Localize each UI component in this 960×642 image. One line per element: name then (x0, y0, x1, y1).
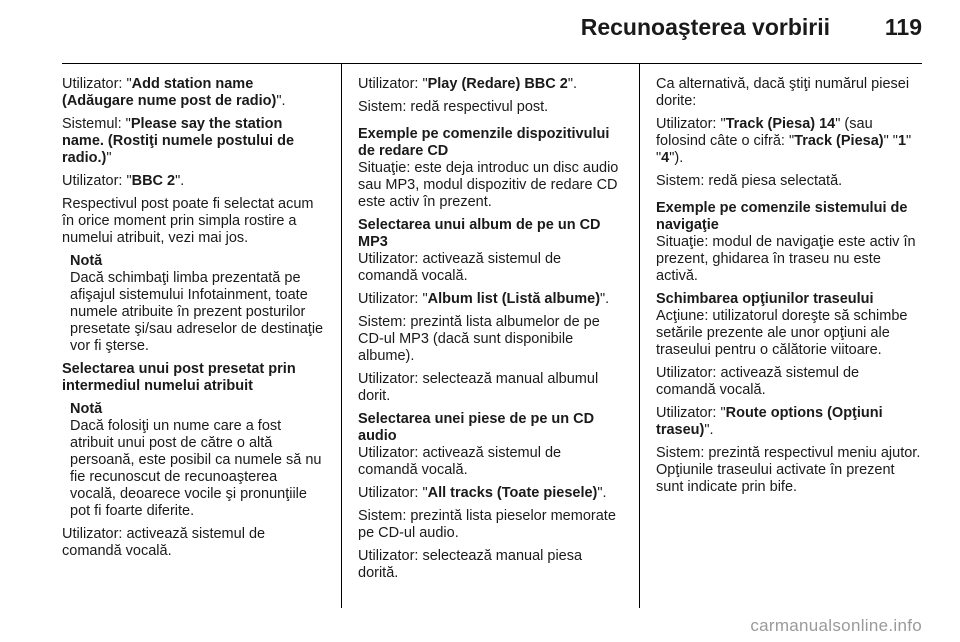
paragraph: Utilizator: activează sistemul de comandă vocală. (656, 365, 860, 398)
note-box (62, 253, 326, 355)
paragraph: Sistem: redă respectivul post. (358, 99, 549, 115)
paragraph: Utilizator: "Add station name (Adăugare nume post de radio)". (62, 76, 286, 109)
section-heading: Exemple pe comenzile sistemului de navigaţie (656, 200, 908, 233)
watermark-link[interactable]: carmanualsonline.info (750, 616, 922, 635)
note-title: Notă (70, 253, 103, 269)
paragraph: Sistemul: "Please say the station name. (Rostiţi numele postului de radio.)" (62, 116, 295, 166)
paragraph: Utilizator: "Play (Redare) BBC 2". (358, 76, 578, 92)
column-divider-1 (341, 64, 342, 608)
subsection-heading: Selectarea unei piese de pe un CD audio (358, 411, 595, 444)
paragraph: Ca alternativă, dacă ştiţi numărul piesei dorite: (656, 76, 910, 109)
paragraph: Sistem: prezintă respectivul meniu ajutor. Opţiunile traseului activate în prezent sunt indicate prin bife. (656, 445, 921, 495)
paragraph: Utilizator: activează sistemul de comandă vocală. (358, 251, 562, 284)
paragraph: Sistem: prezintă lista pieselor memorate pe CD-ul audio. (358, 508, 616, 541)
paragraph: Respectivul post poate fi selectat acum în orice moment prin simpla rostire a numelui atribuit, vezi mai jos. (62, 196, 314, 246)
column-2 (358, 76, 624, 588)
page-title: Recunoaşterea vorbirii (580, 14, 830, 40)
paragraph: Utilizator: activează sistemul de comandă vocală. (62, 526, 266, 559)
paragraph: Utilizator: activează sistemul de comandă vocală. (358, 445, 562, 478)
paragraph: Utilizator: selectează manual piesa dorită. (358, 548, 583, 581)
paragraph: Utilizator: "Track (Piesa) 14" (sau folosind câte o cifră: "Track (Piesa)" "1" "4"). (656, 116, 912, 166)
section-heading: Exemple pe comenzile dispozitivului de redare CD (358, 126, 610, 159)
header-rule (62, 63, 922, 64)
paragraph: Sistem: prezintă lista albumelor de pe CD-ul MP3 (dacă sunt disponibile albume). (358, 314, 600, 364)
column-divider-2 (639, 64, 640, 608)
column-3 (656, 76, 922, 502)
paragraph: Utilizator: "BBC 2". (62, 173, 185, 189)
paragraph: Utilizator: selectează manual albumul dorit. (358, 371, 599, 404)
subsection-heading: Schimbarea opţiunilor traseului (656, 291, 874, 307)
column-1 (62, 76, 326, 566)
note-text: Dacă schimbaţi limba prezentată pe afişajul sistemului Infotainment, toate numele atribuite în prezent posturilor presetate şi/sau adreselor de destinaţie vor fi şterse. (70, 270, 324, 354)
subsection-heading: Selectarea unui album de pe un CD MP3 (358, 217, 601, 250)
paragraph: Situaţie: modul de navigaţie este activ în prezent, ghidarea în traseu nu este activă. (656, 234, 916, 284)
paragraph: Utilizator: "Route options (Opţiuni traseu)". (656, 405, 883, 438)
note-text: Dacă folosiţi un nume care a fost atribuit unui post de către o altă persoană, este posibil ca numele să nu fie recunoscut de recunoaşterea vocală, deoarece vocile şi pronunţiile pot fi foarte diferite. (70, 418, 322, 519)
paragraph: Situaţie: este deja introduc un disc audio sau MP3, modul dispozitiv de redare CD este activ în prezent. (358, 160, 619, 210)
section-heading: Selectarea unui post presetat prin intermediul numelui atribuit (62, 361, 296, 394)
paragraph: Sistem: redă piesa selectată. (656, 173, 843, 189)
note-box (62, 401, 326, 520)
note-title: Notă (70, 401, 103, 417)
paragraph: Acţiune: utilizatorul doreşte să schimbe setările prezente ale unor opţiuni ale traseului pentru o călătorie viitoare. (656, 308, 908, 358)
page-number: 119 (884, 14, 922, 40)
paragraph: Utilizator: "Album list (Listă albume)". (358, 291, 610, 307)
paragraph: Utilizator: "All tracks (Toate piesele)". (358, 485, 607, 501)
